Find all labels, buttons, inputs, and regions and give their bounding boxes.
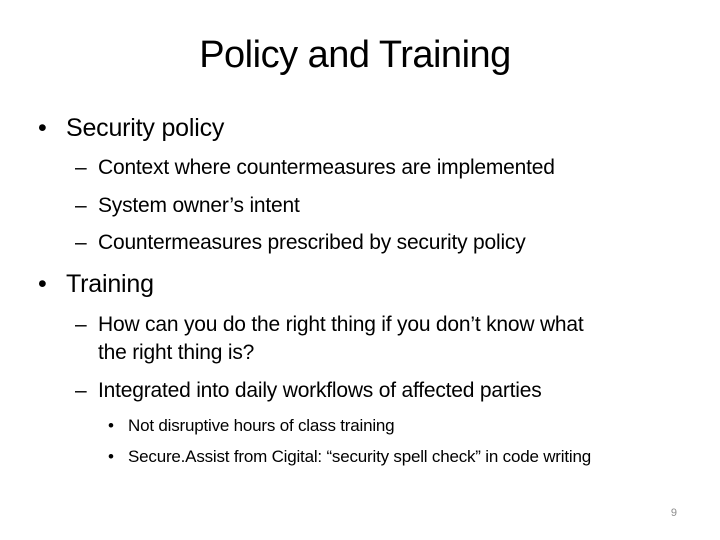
bullet-marker: • [108,416,114,435]
slide-title: Policy and Training [199,34,511,76]
bullet-marker: • [38,114,47,142]
subbullet-text: Countermeasures prescribed by security policy [98,231,526,254]
subbullet-text-line1: How can you do the right thing if you don’t know what [98,313,584,336]
dash-marker: – [75,379,87,402]
subsubbullet-text: Secure.Assist from Cigital: “security spell check” in code writing [128,447,591,466]
bullet-marker: • [108,447,114,466]
subbullet-text-line2: the right thing is? [98,341,255,364]
dash-marker: – [75,313,87,336]
dash-marker: – [75,194,87,217]
bullet-marker: • [38,270,47,298]
page-number: 9 [670,507,677,519]
subbullet-text: System owner’s intent [98,194,300,217]
dash-marker: – [75,231,87,254]
subbullet-text: Context where countermeasures are implemented [98,156,555,179]
bullet-text: Training [66,270,154,298]
bullet-text: Security policy [66,114,225,142]
subsubbullet-text: Not disruptive hours of class training [128,416,395,435]
subbullet-text: Integrated into daily workflows of affected parties [98,379,542,402]
dash-marker: – [75,156,87,179]
